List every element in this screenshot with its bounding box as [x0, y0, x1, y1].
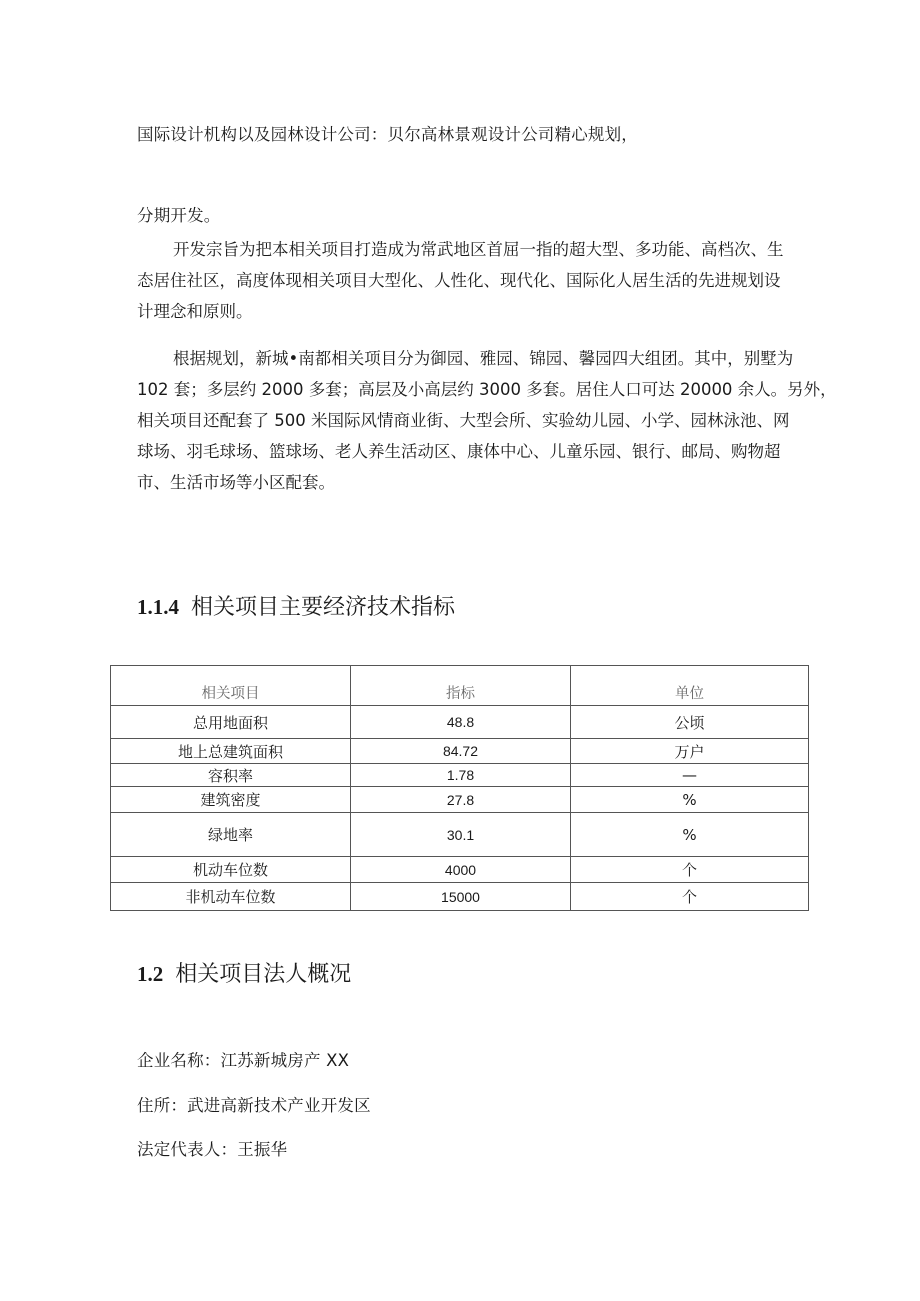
- table-cell: 总用地面积: [111, 706, 351, 739]
- table-cell: 30.1: [351, 813, 571, 857]
- section-number: 1.1.4: [137, 595, 179, 619]
- table-cell: 个: [571, 883, 809, 911]
- column-header: 相关项目: [111, 666, 351, 706]
- table-cell: 万户: [571, 739, 809, 764]
- column-header: 指标: [351, 666, 571, 706]
- table-cell: 1.78: [351, 764, 571, 787]
- section-heading-1-2: [137, 957, 351, 988]
- table-cell: 公顷: [571, 706, 809, 739]
- table-row: [111, 857, 809, 883]
- paragraph-line: 开发宗旨为把本相关项目打造成为常武地区首屈一指的超大型、多功能、高档次、生: [173, 240, 784, 259]
- section-title: 相关项目法人概况: [175, 962, 352, 987]
- table-cell: 机动车位数: [111, 857, 351, 883]
- table-cell: —: [571, 764, 809, 787]
- table-cell: 地上总建筑面积: [111, 739, 351, 764]
- intro-line: 国际设计机构以及园林设计公司：贝尔高林景观设计公司精心规划，: [137, 125, 638, 144]
- table-row: [111, 739, 809, 764]
- table-cell: 建筑密度: [111, 787, 351, 813]
- paragraph-line: 态居住社区，高度体现相关项目大型化、人性化、现代化、国际化人居生活的先进规划设: [137, 271, 781, 290]
- section-number: 1.2: [137, 962, 164, 986]
- table-cell: 48.8: [351, 706, 571, 739]
- table-cell: 84.72: [351, 739, 571, 764]
- paragraph-line: 球场、羽毛球场、篮球场、老人养生活动区、康体中心、儿童乐园、银行、邮局、购物超: [137, 442, 781, 461]
- table-cell: 绿地率: [111, 813, 351, 857]
- paragraph-line: 根据规划，新城•南都相关项目分为御园、雅园、锦园、馨园四大组团。其中，别墅为: [173, 349, 794, 368]
- economic-indicator-table: [110, 665, 809, 911]
- table-cell: 4000: [351, 857, 571, 883]
- planning-paragraph: [137, 343, 837, 498]
- purpose-paragraph: [137, 234, 823, 327]
- company-address-line: 住所：武进高新技术产业开发区: [137, 1096, 371, 1115]
- paragraph-line: 102 套；多层约 2000 多套；高层及小高层约 3000 多套。居住人口可达 20000 余人。另外，: [137, 380, 837, 399]
- paragraph-line: 相关项目还配套了 500 米国际风情商业街、大型会所、实验幼儿园、小学、园林泳池、网: [137, 411, 790, 430]
- table-row: [111, 813, 809, 857]
- table-cell: 个: [571, 857, 809, 883]
- table-row: [111, 883, 809, 911]
- table-header-row: [111, 666, 809, 706]
- table-row: [111, 764, 809, 787]
- paragraph-line: 市、生活市场等小区配套。: [137, 473, 335, 492]
- table-cell: 容积率: [111, 764, 351, 787]
- table-row: [111, 706, 809, 739]
- paragraph-line: 计理念和原则。: [137, 302, 253, 321]
- company-name-line: 企业名称：江苏新城房产 XX: [137, 1051, 350, 1070]
- section-heading-1-1-4: [137, 590, 455, 621]
- table-cell: 非机动车位数: [111, 883, 351, 911]
- table-cell: %: [571, 813, 809, 857]
- table-cell: %: [571, 787, 809, 813]
- legal-representative-line: 法定代表人：王振华: [137, 1140, 288, 1159]
- column-header: 单位: [571, 666, 809, 706]
- section-title: 相关项目主要经济技术指标: [191, 595, 456, 620]
- table-row: [111, 787, 809, 813]
- phase-line: 分期开发。: [137, 206, 221, 225]
- table-cell: 27.8: [351, 787, 571, 813]
- table-cell: 15000: [351, 883, 571, 911]
